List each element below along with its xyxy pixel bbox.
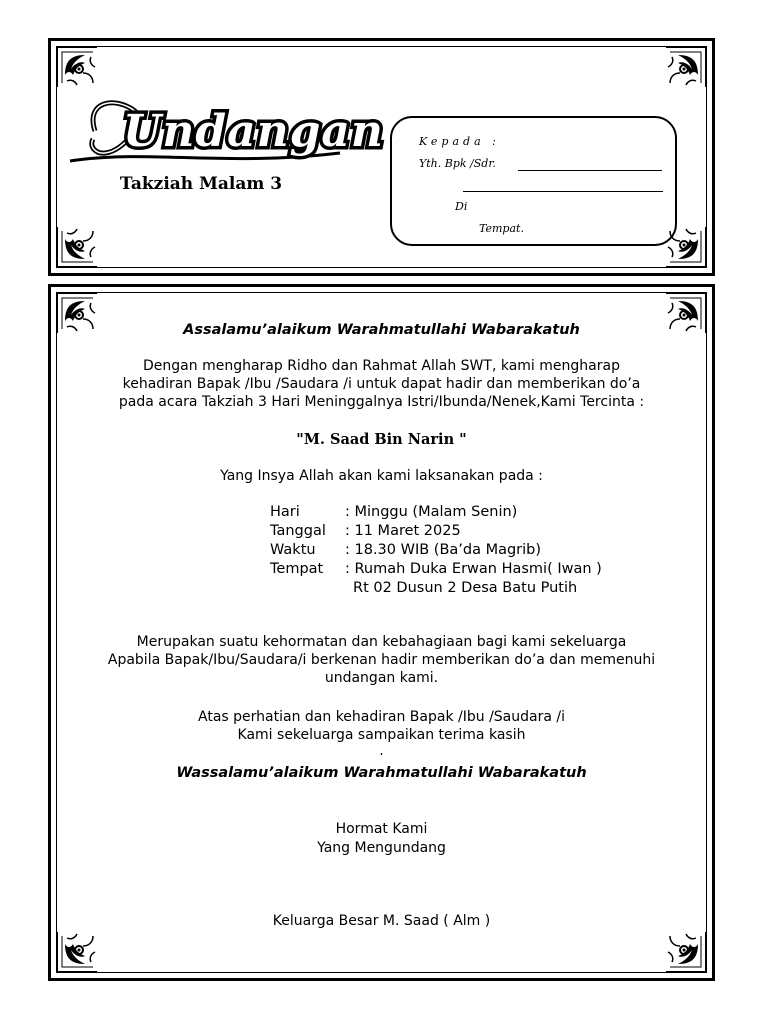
thanks-line-3: . (379, 743, 384, 759)
corner-ornament-icon (55, 45, 99, 89)
schedule-intro: Yang Insya Allah akan kami laksanakan pada : (220, 468, 543, 484)
detail-value: : Rumah Duka Erwan Hasmi( Iwan ) (345, 561, 602, 577)
honor-line-2: Apabila Bapak/Ibu/Saudara/i berkenan hadir memberikan do’a dan memenuhi (107, 652, 656, 668)
undangan-logo (65, 91, 384, 171)
corner-ornament-icon (55, 225, 99, 269)
recipient-name-line-2 (463, 191, 663, 192)
signature: Keluarga Besar M. Saad ( Alm ) (272, 913, 491, 929)
detail-value: : 18.30 WIB (Ba’da Magrib) (345, 542, 542, 558)
corner-ornament-icon (55, 930, 99, 974)
invitation-cover (48, 38, 715, 276)
detail-label: Waktu (270, 542, 316, 558)
detail-label: Hari (270, 504, 300, 520)
intro-line-1: Dengan mengharap Ridho dan Rahmat Allah SWT, kami mengharap (143, 358, 620, 374)
logo-text: Undangan (123, 106, 384, 157)
deceased-name: "M. Saad Bin Narin " (296, 431, 467, 448)
detail-value: : Minggu (Malam Senin) (345, 504, 518, 520)
detail-label: Tempat (270, 561, 324, 577)
thanks-line-2: Kami sekeluarga sampaikan terima kasih (237, 727, 526, 743)
corner-ornament-icon (664, 45, 708, 89)
opening-greeting: Assalamu’alaikum Warahmatullahi Wabarakatuh (183, 322, 580, 338)
closing-greeting: Wassalamu’alaikum Warahmatullahi Wabarakatuh (176, 765, 587, 781)
event-subtitle: Takziah Malam 3 (119, 174, 283, 194)
detail-value: Rt 02 Dusun 2 Desa Batu Putih (353, 580, 578, 596)
kepada-label: Kepada : (419, 135, 500, 148)
honor-line-3: undangan kami. (324, 670, 439, 686)
tempat-label: Tempat. (479, 222, 524, 235)
di-label: Di (455, 200, 468, 213)
signoff-line-2: Yang Mengundang (317, 840, 446, 856)
thanks-line-1: Atas perhatian dan kehadiran Bapak /Ibu /Saudara /i (198, 709, 565, 725)
intro-line-2: kehadiran Bapak /Ibu /Saudara /i untuk dapat hadir dan memberikan do’a (122, 376, 641, 392)
intro-line-3: pada acara Takziah 3 Hari Meninggalnya Istri/Ibunda/Nenek,Kami Tercinta : (118, 394, 645, 410)
honor-line-1: Merupakan suatu kehormatan dan kebahagiaan bagi kami sekeluarga (136, 634, 627, 650)
recipient-name-line (518, 170, 662, 171)
corner-ornament-icon (664, 930, 708, 974)
yth-label: Yth. Bpk /Sdr. (419, 157, 496, 170)
invitation-letter (48, 284, 715, 981)
detail-value: : 11 Maret 2025 (345, 523, 461, 539)
signoff-line-1: Hormat Kami (335, 821, 428, 837)
detail-label: Tanggal (270, 523, 326, 539)
recipient-address-box (390, 116, 677, 246)
